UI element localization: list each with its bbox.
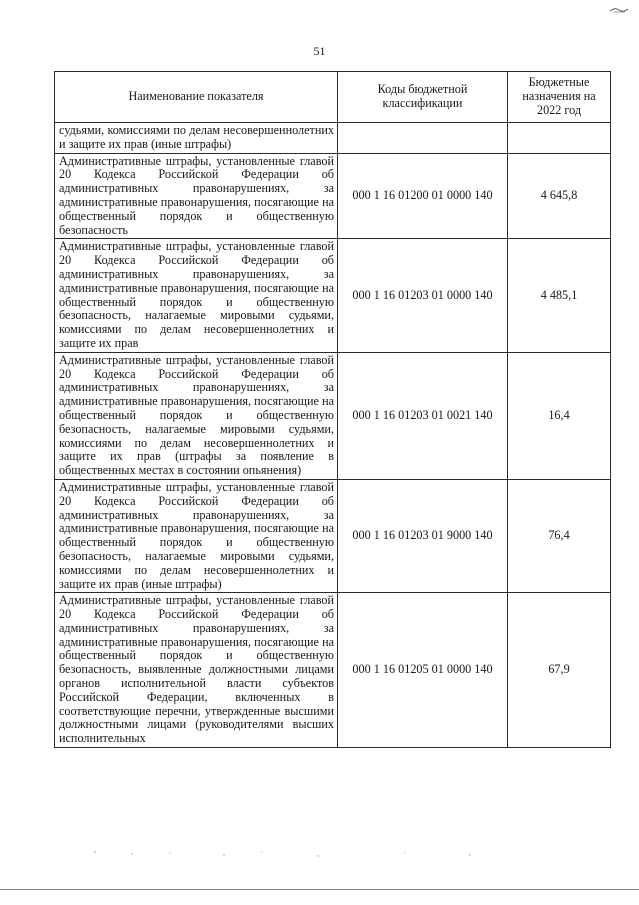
scan-noise	[0, 840, 639, 880]
table-row	[55, 123, 611, 154]
row-name: Административные штрафы, установленные главой 20 Кодекса Российской Федерации об административных правонарушениях, за административные правонарушения, посягающие на общественный порядок и общественную безопасность, налагаемые мировыми судьями, комиссиями по делам несовершеннолетних и защите их прав	[55, 239, 338, 352]
table-header-row	[55, 72, 611, 123]
budget-table	[54, 71, 611, 748]
row-code: 000 1 16 01205 01 0000 140	[338, 593, 508, 748]
row-code: 000 1 16 01203 01 9000 140	[338, 479, 508, 592]
table-row	[55, 352, 611, 479]
row-amount: 76,4	[508, 479, 611, 592]
header-amount: Бюджетные назначения на 2022 год	[508, 72, 611, 123]
row-name: Административные штрафы, установленные главой 20 Кодекса Российской Федерации об административных правонарушениях, за административные правонарушения, посягающие на общественный порядок и общественную безопасность, налагаемые мировыми судьями, комиссиями по делам несовершеннолетних и защите их прав (штрафы за появление в общественных местах в состоянии опьянения)	[55, 352, 338, 479]
row-code: 000 1 16 01203 01 0000 140	[338, 239, 508, 352]
page-bottom-edge	[0, 889, 639, 890]
table-row	[55, 479, 611, 592]
row-amount: 16,4	[508, 352, 611, 479]
row-name: Административные штрафы, установленные главой 20 Кодекса Российской Федерации об административных правонарушениях, за административные правонарушения, посягающие на общественный порядок и общественную безопасность	[55, 153, 338, 239]
table-row	[55, 153, 611, 239]
row-amount: 4 485,1	[508, 239, 611, 352]
row-name: Административные штрафы, установленные главой 20 Кодекса Российской Федерации об административных правонарушениях, за административные правонарушения, посягающие на общественный порядок и общественную безопасность, налагаемые мировыми судьями, комиссиями по делам несовершеннолетних и защите их прав (иные штрафы)	[55, 479, 338, 592]
row-amount: 67,9	[508, 593, 611, 748]
table-row	[55, 239, 611, 352]
page-number: 51	[313, 44, 326, 58]
row-code: 000 1 16 01203 01 0021 140	[338, 352, 508, 479]
row-name: Административные штрафы, установленные главой 20 Кодекса Российской Федерации об административных правонарушениях, за административные правонарушения, посягающие на общественный порядок и общественную безопасность, выявленные должностными лицами органов исполнительной власти субъектов Российской Федерации, включенных в соответствующие перечни, утвержденные высшими должностными лицами (руководителями высших исполнительных	[55, 593, 338, 748]
scan-corner-mark-icon	[609, 6, 629, 14]
row-amount	[508, 123, 611, 154]
header-code: Коды бюджетной классификации	[338, 72, 508, 123]
row-name: судьями, комиссиями по делам несовершеннолетних и защите их прав (иные штрафы)	[55, 123, 338, 154]
header-name: Наименование показателя	[55, 72, 338, 123]
row-code: 000 1 16 01200 01 0000 140	[338, 153, 508, 239]
table-row	[55, 593, 611, 748]
row-amount: 4 645,8	[508, 153, 611, 239]
row-code	[338, 123, 508, 154]
